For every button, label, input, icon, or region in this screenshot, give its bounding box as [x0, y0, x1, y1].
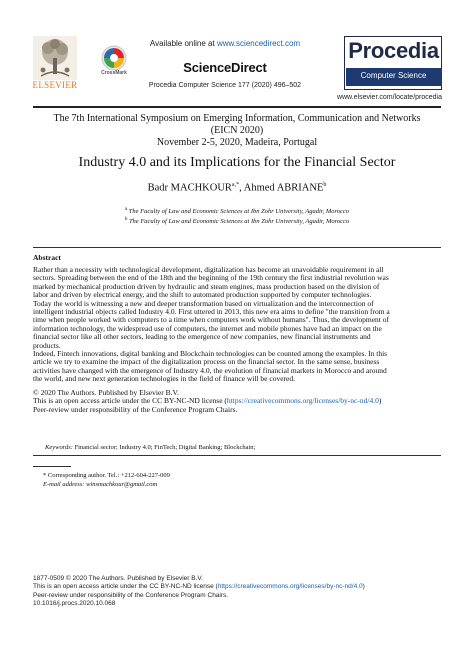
abstract-license-block	[33, 389, 441, 414]
copyright-line: © 2020 The Authors. Published by Elsevier B.V.	[33, 388, 179, 397]
abstract-line: Rather than a necessity with technological development, digitalization has become an unavoidable requirement in all	[33, 265, 384, 274]
sciencedirect-link[interactable]: www.sciencedirect.com	[216, 39, 301, 48]
paper-title: Industry 4.0 and its Implications for the Financial Sector	[78, 155, 396, 170]
procedia-url[interactable]: www.elsevier.com/locate/procedia	[336, 94, 442, 101]
license-link[interactable]: https://creativecommons.org/licenses/by-nc-nd/4.0	[217, 583, 363, 591]
license-suffix: )	[378, 396, 382, 406]
abstract-line: sectors. Spreading between the end of the 18th and the beginning of the 19th century the first industrial revolution was	[33, 273, 389, 283]
procedia-logo-subtitle: Computer Science	[360, 71, 427, 80]
conference-date-place: November 2-5, 2020, Madeira, Portugal	[156, 137, 318, 148]
affiliation-text: The Faculty of Law and Economic Sciences at Ibn Zohr University, Agadir, Morocco	[127, 208, 350, 216]
keywords-line	[45, 444, 255, 451]
abstract-line: information technology, the widespread use of computers, the internet and mobile phones have had an impact on the	[33, 323, 382, 333]
bottom-license-line	[33, 583, 441, 591]
abstract-line: Today the world is witnessing a new and deeper transformation based on virtualization and the interconnection of	[33, 298, 374, 308]
author-list	[33, 182, 441, 194]
keywords-text: Financial sector; Industry 4.0; FinTech; Digital Banking; Blockchain;	[72, 444, 256, 451]
abstract-heading: Abstract	[33, 253, 61, 262]
elsevier-wordmark: ELSEVIER	[32, 80, 78, 90]
available-prefix: Available online at	[149, 39, 217, 48]
abstract-line: the world, and new next generation technologies in the field of finance will be covered.	[33, 374, 295, 384]
journal-reference: Procedia Computer Science 177 (2020) 496–502	[148, 82, 302, 89]
affiliation-mark: a	[124, 207, 128, 212]
abstract-line: intelligent industrial objects called Industry 4.0. First uttered in 2013, this new era aims to define "the transition from a	[33, 307, 390, 317]
abstract-line: marked by mechanical production driven by hydraulic and steam engines, mass production based on the division of	[33, 281, 380, 291]
abstract-line: products.	[33, 340, 61, 350]
keywords-rule	[33, 455, 441, 456]
abstract-line: time when people worked with computers to a time when computers work without humans". Thus, the development of	[33, 315, 389, 325]
publication-info	[33, 575, 441, 609]
author-affiliation-mark: a,*	[231, 182, 240, 188]
abstract-line: financial sector like all other sectors, leading to the emergence of new companies, new financial instruments and	[33, 332, 371, 342]
license-suffix: )	[362, 583, 365, 591]
abstract-line: article we try to examine the impact of the digitalization process on the financial sector. In the same sense, business	[33, 357, 380, 367]
abstract-paragraph-1	[33, 266, 441, 350]
abstract-line: activities have changed with the emergence of Industry 4.0, the evolution of financial markets in Morocco and around	[33, 365, 387, 375]
crossmark-icon[interactable]	[100, 44, 128, 72]
available-online	[130, 39, 320, 48]
conference-name: The 7th International Symposium on Emerging Information, Communication and Networks	[53, 113, 421, 124]
corresponding-author: * Corresponding author. Tel.: +212-604-227-009	[43, 472, 170, 479]
abstract-rule	[33, 247, 441, 248]
keywords-label: Keywords:	[45, 444, 73, 451]
author-affiliation-mark: b	[323, 182, 327, 188]
author-separator: ,	[239, 182, 244, 194]
license-prefix: This is an open access article under the CC BY-NC-ND license (	[33, 583, 218, 591]
issn-line: 1877-0509 © 2020 The Authors. Published by Elsevier B.V.	[33, 575, 203, 582]
crossmark-label: CrossMark	[101, 70, 127, 76]
affiliation-text: The Faculty of Law and Economic Sciences at Ibn Zohr University, Agadir, Morocco	[127, 218, 350, 226]
sciencedirect-logo: ScienceDirect	[183, 60, 267, 75]
abstract-paragraph-2	[33, 350, 441, 384]
affiliation-mark: b	[124, 217, 128, 222]
email-address[interactable]: winsmachkour@gmail.com	[84, 481, 158, 488]
abstract-line: Indeed, Fintech innovations, digital banking and Blockchain technologies can be counted among the examples. In this	[33, 349, 388, 358]
license-link[interactable]: https://creativecommons.org/licenses/by-nc-nd/4.0	[226, 396, 379, 406]
license-prefix: This is an open access article under the CC BY-NC-ND license (	[33, 396, 227, 406]
doi-line[interactable]: 10.1016/j.procs.2020.10.068	[33, 600, 116, 608]
author-name: Badr MACHKOUR	[147, 182, 232, 194]
header-rule	[33, 106, 441, 108]
conference-acronym: (EICN 2020)	[210, 125, 264, 136]
affiliation-b	[33, 215, 441, 226]
author-name: Ahmed ABRIANE	[243, 182, 324, 194]
peer-review-line: Peer-review under responsibility of the Conference Program Chairs.	[33, 404, 238, 414]
bottom-peer-review-line: Peer-review under responsibility of the Conference Program Chairs.	[33, 591, 229, 599]
footnote-rule	[33, 466, 71, 467]
email-line	[43, 481, 157, 489]
abstract-line: labor and driven by electrical energy, and the shift to automated production supported by computer technologies.	[33, 290, 372, 300]
procedia-logo-title: Procedia	[348, 38, 439, 63]
email-label: E-mail address:	[43, 481, 85, 488]
